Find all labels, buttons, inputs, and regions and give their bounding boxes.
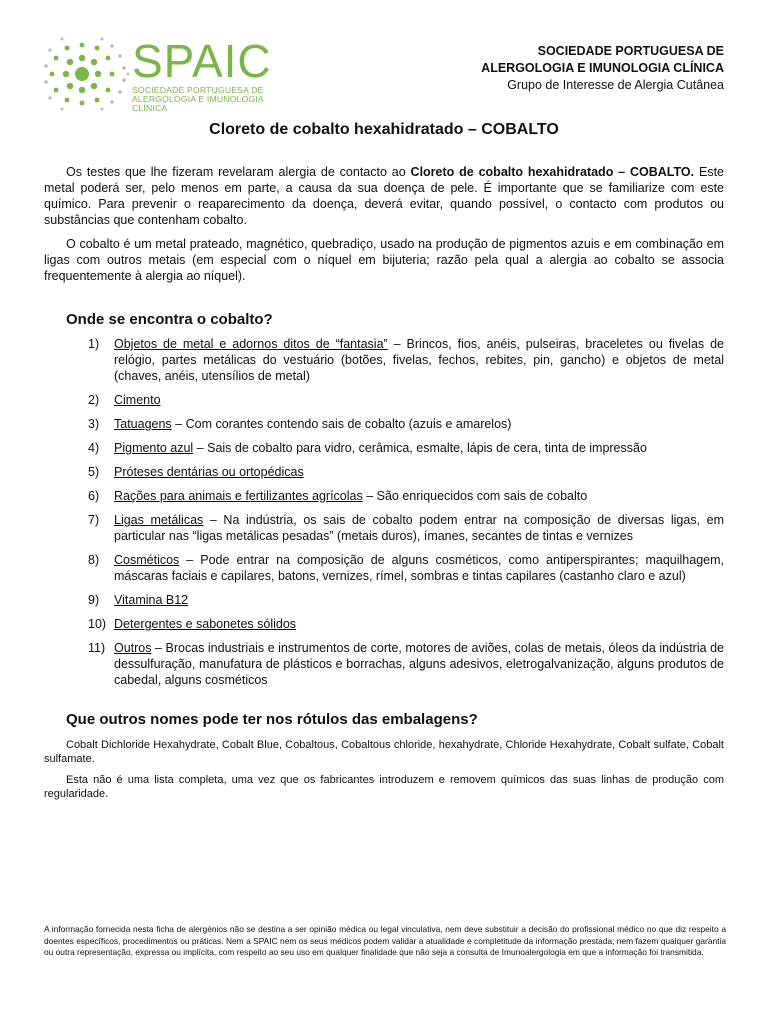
names-paragraph-2: Esta não é uma lista completa, uma vez que os fabricantes introduzem e removem químicos das suas linhas de produção com regularidade. — [44, 774, 724, 800]
list-item — [44, 440, 724, 456]
list-term: Cosméticos — [114, 553, 180, 567]
list-number: 2) — [88, 393, 100, 407]
list-item — [44, 336, 724, 384]
list-term: Outros — [114, 641, 152, 655]
list-number: 7) — [88, 513, 100, 527]
list-item — [44, 464, 724, 480]
list-number: 8) — [88, 553, 100, 567]
list-number: 5) — [88, 465, 100, 479]
list-number: 11) — [88, 641, 106, 655]
spaic-logo — [42, 36, 292, 112]
list-item — [44, 616, 724, 632]
list-item — [44, 416, 724, 432]
document-body — [44, 164, 724, 808]
list-term: Tatuagens — [114, 417, 172, 431]
list-term: Rações para animais e fertilizantes agrícolas — [114, 489, 363, 503]
list-number: 9) — [88, 593, 100, 607]
logo-subtitle-line2: ALERGOLOGIA E IMUNOLOGIA CLÍNICA — [132, 94, 264, 113]
org-line1: SOCIEDADE PORTUGUESA DE — [537, 44, 724, 58]
list-desc: – Sais de cobalto para vidro, cerâmica, esmalte, lápis de cera, tinta de impressão — [193, 441, 647, 455]
logo-subtitle-line1: SOCIEDADE PORTUGUESA DE — [132, 85, 264, 95]
list-number: 10) — [88, 617, 107, 631]
list-desc: – Pode entrar na composição de alguns cosméticos, como antiperspirantes; maquilhagem, máscaras faciais e capilares, batons, vernizes, rímel, sombras e tintas capilares (castanho claro e azul) — [114, 553, 724, 583]
logo-subtitle — [132, 86, 292, 113]
list-term: Cimento — [114, 393, 161, 407]
list-desc: – Na indústria, os sais de cobalto podem entrar na composição de diversas ligas, em particular nas “ligas metálicas pesadas” (metais duros), ímanes, secantes de tintas e vernizes — [114, 513, 725, 543]
document-title: Cloreto de cobalto hexahidratado – COBALTO — [209, 121, 559, 138]
intro-text-b: Este metal poderá ser, pelo menos em parte, a causa da sua doença de pele. É importante que se familiarize com este químico. Para prevenir o reaparecimento da doença, deverá evitar, quando possível, o contacto com produtos ou substâncias que contenham cobalto. — [44, 165, 724, 227]
list-item — [44, 640, 724, 688]
list-desc: – Brocas industriais e instrumentos de corte, motores de aviões, colas de metais, óleos da indústria de dessulfuração, manufatura de plásticos e borrachas, alguns adesivos, eletrogalvanização, alguns produtos de cabedal, alguns cosméticos — [114, 641, 724, 687]
allergen-name: Cloreto de cobalto hexahidratado – COBALTO. — [410, 165, 695, 179]
intro-paragraph-1 — [44, 164, 724, 228]
list-item — [44, 592, 724, 608]
list-desc: – Com corantes contendo sais de cobalto (azuis e amarelos) — [171, 417, 512, 431]
intro-paragraph-2: O cobalto é um metal prateado, magnético, quebradiço, usado na produção de pigmentos azuis e em combinação em ligas com outros metais (em especial com o níquel em bijuteria; razão pela qual a alergia ao cobalto se associa frequentemente à alergia ao níquel). — [44, 237, 724, 283]
list-item — [44, 392, 724, 408]
list-item — [44, 512, 724, 544]
list-number: 6) — [88, 489, 100, 503]
list-number: 3) — [88, 417, 100, 431]
where-heading: Onde se encontra o cobalto? — [66, 311, 273, 328]
list-item — [44, 488, 724, 504]
list-term: Objetos de metal e adornos ditos de “fantasia” — [114, 337, 388, 351]
intro-text-a: Os testes que lhe fizeram revelaram alergia de contacto ao — [66, 165, 411, 179]
logo-wordmark: SPAIC — [132, 35, 272, 87]
list-number: 1) — [88, 337, 100, 351]
dots-logo-icon — [42, 36, 130, 112]
list-term: Próteses dentárias ou ortopédicas — [114, 465, 304, 479]
names-paragraph-1: Cobalt Dichloride Hexahydrate, Cobalt Blue, Cobaltous, Cobaltous chloride, hexahydrate, Chloride Hexahydrate, Cobalt sulfate, Cobalt sulfamate. — [44, 739, 724, 765]
disclaimer: A informação fornecida nesta ficha de alergénios não se destina a ser opinião médica ou legal vinculativa, nem deve substituir a decisão do profissional médico no que diz respeito a doentes específicos, procedimentos ou práticas. Nem a SPAIC nem os seus médicos podem validar a atualidade e completitude da informação prestada; nem fazem qualquer garantia ou outra representação, expressa ou implícita, com respeito ao seu uso em qualquer finalidade que não seja a consulta de Imunoalergologia em que a informação foi transmitida. — [44, 924, 726, 957]
org-line2: ALERGOLOGIA E IMUNOLOGIA CLÍNICA — [481, 61, 724, 75]
list-term: Ligas metálicas — [114, 513, 204, 527]
list-number: 4) — [88, 441, 100, 455]
names-heading: Que outros nomes pode ter nos rótulos das embalagens? — [66, 711, 478, 728]
organization-header — [481, 43, 724, 94]
list-term: Vitamina B12 — [114, 593, 189, 607]
org-line3: Grupo de Interesse de Alergia Cutânea — [507, 78, 724, 92]
names-section — [44, 738, 724, 801]
list-desc: – São enriquecidos com sais de cobalto — [362, 489, 588, 503]
list-desc: – Brincos, fios, anéis, pulseiras, braceletes ou fivelas de relógio, partes metálicas do vestuário (botões, fivelas, fechos, rebites, pin, gancho) e objetos de metal (chaves, anéis, utensílios de metal) — [114, 337, 724, 383]
where-list — [44, 336, 724, 688]
list-item — [44, 552, 724, 584]
list-term: Detergentes e sabonetes sólidos — [114, 617, 297, 631]
list-term: Pigmento azul — [114, 441, 194, 455]
